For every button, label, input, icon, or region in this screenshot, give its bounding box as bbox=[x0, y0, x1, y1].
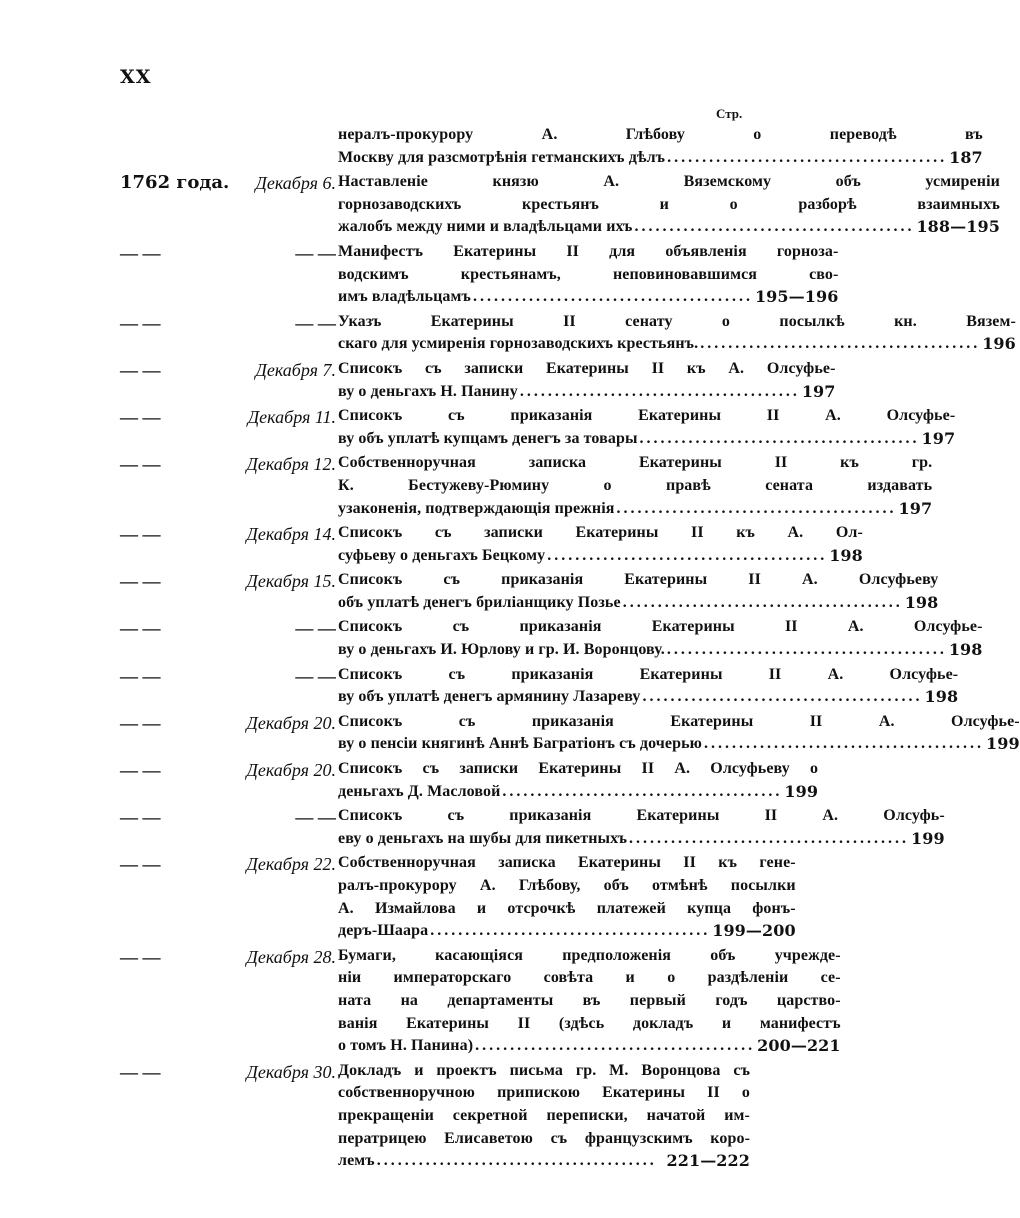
entry-last-line bbox=[338, 545, 863, 568]
entry-text-line: Списокъ съ записки Екатерины II къ А. Ол- bbox=[338, 524, 863, 542]
toc-entry bbox=[120, 171, 1000, 239]
entry-last-line bbox=[338, 686, 958, 709]
leader-dots: ........................................ bbox=[376, 1152, 657, 1170]
entry-text-line: горнозаводскихъ крестьянъ и о разборѣ взаимныхъ bbox=[338, 195, 1000, 213]
entry-date-column bbox=[120, 852, 338, 876]
entry-date-column bbox=[120, 616, 338, 640]
entry-year-ditto: — — bbox=[120, 359, 161, 380]
entry-date-ditto: — — bbox=[295, 312, 336, 333]
entry-date: Декабря 20. bbox=[246, 712, 336, 733]
entry-last-line bbox=[338, 1035, 841, 1058]
entry-last-line bbox=[338, 286, 838, 309]
entry-date-ditto: — — bbox=[295, 807, 336, 828]
entry-last-line bbox=[338, 147, 983, 170]
entry-text-line: Собственноручная записка Екатерины II къ гене- bbox=[338, 854, 796, 872]
entry-date-ditto: — — bbox=[295, 665, 336, 686]
leader-dots: ........................................ bbox=[667, 148, 948, 166]
entry-text-line: скаго для усмиренія горнозаводскихъ крестьянъ. bbox=[338, 335, 699, 353]
page-number: XX bbox=[120, 66, 152, 88]
entry-page-number: 187 bbox=[949, 147, 983, 167]
entry-date-column bbox=[120, 241, 338, 265]
table-of-contents bbox=[120, 124, 1020, 1175]
leader-dots: ........................................ bbox=[629, 829, 910, 847]
entry-description bbox=[338, 452, 932, 520]
entry-text-line: имъ владѣльцамъ bbox=[338, 288, 471, 306]
entry-year-ditto: — — bbox=[120, 571, 161, 592]
entry-text-line: узаконенія, подтверждающія прежнія bbox=[338, 499, 615, 517]
entry-page-number: 221—222 bbox=[666, 1151, 750, 1171]
leader-dots: ........................................ bbox=[472, 288, 753, 306]
entry-text-line: Бумаги, касающіяся предположенія объ учрежде- bbox=[338, 946, 841, 964]
toc-entry bbox=[120, 711, 1020, 756]
entry-year-ditto: — — bbox=[120, 1061, 161, 1082]
entry-text-line: собственноручною припискою Екатерины II о bbox=[338, 1084, 750, 1102]
toc-entry bbox=[120, 452, 933, 520]
entry-last-line bbox=[338, 381, 836, 404]
entry-text-line: ву объ уплатѣ купцамъ денегъ за товары bbox=[338, 429, 638, 447]
entry-page-number: 198 bbox=[904, 592, 939, 612]
entry-date-column bbox=[120, 758, 338, 782]
entry-description bbox=[338, 945, 841, 1058]
entry-year-ditto: — — bbox=[120, 454, 161, 475]
entry-date: Декабря 22. bbox=[246, 854, 336, 875]
entry-date: Декабря 7. bbox=[255, 359, 336, 380]
entry-date-column bbox=[120, 664, 338, 688]
entry-year: 1762 года. bbox=[120, 172, 230, 194]
entry-text-line: Списокъ съ записки Екатерины II къ А. Олсуфье- bbox=[338, 359, 836, 377]
entry-page-number: 199 bbox=[784, 781, 819, 801]
entry-text-line: ніи императорскаго совѣта и о раздѣленіи се- bbox=[338, 969, 841, 987]
entry-text-line: ву объ уплатѣ денегъ армянину Лазареву bbox=[338, 688, 641, 706]
toc-entry bbox=[120, 569, 939, 614]
entry-year-ditto: — — bbox=[120, 524, 161, 545]
entry-date-column bbox=[120, 358, 338, 382]
entry-description bbox=[338, 616, 983, 661]
entry-last-line bbox=[338, 333, 1016, 356]
entry-text-line: Собственноручная записка Екатерины II къ гр. bbox=[338, 454, 933, 472]
toc-entry bbox=[120, 852, 796, 942]
entry-year-ditto: — — bbox=[120, 807, 161, 828]
entry-date-column bbox=[120, 522, 338, 546]
entry-text-line: А. Измайлова и отсрочкѣ платежей купца фонъ- bbox=[338, 899, 796, 917]
entry-text-line: Манифестъ Екатерины II для объявленія горноза- bbox=[338, 242, 839, 260]
leader-dots: ........................................ bbox=[616, 499, 897, 517]
entry-last-line bbox=[338, 828, 945, 851]
entry-text-line: ралъ-прокурору А. Глѣбову, объ отмѣнѣ посылки bbox=[338, 877, 796, 894]
entry-year-ditto: — — bbox=[120, 760, 161, 781]
entry-text-line: нералъ-прокурору А. Глѣбову о переводѣ въ bbox=[338, 126, 983, 143]
leader-dots: ........................................ bbox=[622, 593, 903, 611]
entry-description bbox=[338, 405, 955, 450]
entry-date-column bbox=[120, 171, 338, 195]
entry-text-line: прекращеніи секретной переписки, начатой им- bbox=[338, 1106, 750, 1124]
entry-description bbox=[338, 522, 863, 567]
entry-date: Декабря 20. bbox=[246, 760, 336, 781]
toc-entry bbox=[120, 805, 945, 850]
entry-text-line: ву о деньгахъ И. Юрлову и гр. И. Воронцову. bbox=[338, 641, 665, 659]
entry-text-line: Списокъ съ приказанія Екатерины II А. Олсуфье- bbox=[338, 618, 983, 636]
entry-date: Декабря 28. bbox=[246, 946, 336, 967]
entry-text-line: ванія Екатерины II (здѣсь докладъ и манифестъ bbox=[338, 1014, 841, 1032]
entry-description bbox=[338, 241, 838, 309]
entry-page-number: 195—196 bbox=[754, 287, 839, 307]
entry-description bbox=[338, 1060, 750, 1173]
entry-date: Декабря 30. bbox=[246, 1061, 336, 1082]
entry-text-line: жалобъ между ними и владѣльцами ихъ bbox=[338, 218, 633, 236]
toc-entry bbox=[120, 1060, 750, 1173]
toc-entry bbox=[120, 405, 956, 450]
entry-date: Декабря 14. bbox=[246, 524, 336, 545]
entry-text-line: ната на департаменты въ первый годъ царство- bbox=[338, 991, 841, 1009]
toc-entry bbox=[120, 945, 841, 1058]
entry-date-column bbox=[120, 311, 338, 335]
entry-text-line: Списокъ съ приказанія Екатерины II А. Олсуфье- bbox=[338, 407, 956, 425]
entry-last-line bbox=[338, 733, 1020, 756]
leader-dots: ........................................ bbox=[502, 782, 783, 800]
entry-date: Декабря 12. bbox=[246, 454, 336, 475]
leader-dots: ........................................ bbox=[666, 641, 947, 659]
entry-description bbox=[338, 171, 1000, 239]
entry-text-line: водскимъ крестьянамъ, неповиновавшимся сво- bbox=[338, 265, 839, 283]
entry-date-column bbox=[120, 452, 338, 476]
leader-dots: ........................................ bbox=[519, 382, 800, 400]
leader-dots: ........................................ bbox=[639, 429, 920, 447]
entry-date-ditto: — — bbox=[295, 242, 336, 263]
entry-text-line: деньгахъ Д. Масловой bbox=[338, 782, 501, 800]
entry-year-ditto: — — bbox=[120, 312, 161, 333]
entry-text-line: Наставленіе князю А. Вяземскому объ усмиреніи bbox=[338, 173, 1000, 191]
entry-year-ditto: — — bbox=[120, 712, 161, 733]
entry-text-line: ву о деньгахъ Н. Панину bbox=[338, 382, 518, 400]
entry-text-line: Списокъ съ приказанія Екатерины II А. Олсуфьеву bbox=[338, 571, 939, 589]
toc-entry bbox=[120, 358, 836, 403]
entry-page-number: 198 bbox=[948, 640, 983, 660]
entry-date-column bbox=[120, 805, 338, 829]
entry-date-column bbox=[120, 1060, 338, 1084]
entry-date-ditto: — — bbox=[295, 618, 336, 639]
toc-entry bbox=[120, 616, 983, 661]
leader-dots: ........................................ bbox=[704, 735, 984, 753]
entry-text-line: Списокъ съ записки Екатерины II А. Олсуфьеву о bbox=[338, 760, 819, 778]
entry-page-number: 199—200 bbox=[712, 921, 796, 941]
leader-dots: ........................................ bbox=[430, 922, 711, 940]
entry-year-ditto: — — bbox=[120, 407, 161, 428]
entry-description bbox=[338, 664, 958, 709]
leader-dots: ........................................ bbox=[547, 546, 828, 564]
leader-dots: ........................................ bbox=[642, 688, 923, 706]
entry-page-number: 198 bbox=[924, 687, 959, 707]
toc-entry bbox=[120, 241, 839, 309]
entry-text-line: еву о деньгахъ на шубы для пикетныхъ bbox=[338, 829, 628, 847]
entry-year-ditto: — — bbox=[120, 618, 161, 639]
entry-text-line: ператрицею Елисаветою съ французскимъ коро- bbox=[338, 1129, 750, 1147]
leader-dots: ........................................ bbox=[700, 335, 981, 353]
entry-text-line: лемъ bbox=[338, 1152, 375, 1170]
toc-entry bbox=[120, 758, 819, 803]
entry-year-ditto: — — bbox=[120, 854, 161, 875]
toc-entry bbox=[120, 124, 983, 169]
entry-description bbox=[338, 805, 945, 850]
leader-dots: ........................................ bbox=[634, 218, 915, 236]
entry-date: Декабря 6. bbox=[255, 173, 336, 194]
entry-text-line: Списокъ съ приказанія Екатерины II А. Олсуфь- bbox=[338, 807, 945, 825]
entry-last-line bbox=[338, 216, 1000, 239]
entry-text-line: Москву для разсмотрѣнія гетманскихъ дѣлъ bbox=[338, 148, 666, 166]
entry-text-line: Списокъ съ приказанія Екатерины II А. Олсуфье- bbox=[338, 665, 959, 683]
entry-description bbox=[338, 311, 1016, 356]
entry-page-number: 198 bbox=[829, 545, 863, 565]
entry-description bbox=[338, 124, 983, 169]
entry-page-number: 200—221 bbox=[757, 1036, 841, 1056]
entry-description bbox=[338, 758, 818, 803]
entry-year-ditto: — — bbox=[120, 665, 161, 686]
entry-page-number: 199 bbox=[911, 828, 945, 848]
entry-page-number: 188—195 bbox=[916, 217, 1000, 237]
entry-page-number: 199 bbox=[986, 734, 1020, 754]
entry-description bbox=[338, 358, 836, 403]
entry-date-column bbox=[120, 569, 338, 593]
entry-year-ditto: — — bbox=[120, 946, 161, 967]
toc-entry bbox=[120, 522, 863, 567]
toc-entry bbox=[120, 311, 1016, 356]
entry-date-column bbox=[120, 711, 338, 735]
entry-page-number: 196 bbox=[982, 334, 1016, 354]
entry-description bbox=[338, 852, 796, 942]
entry-text-line: суфьеву о деньгахъ Бецкому bbox=[338, 546, 546, 564]
entry-last-line bbox=[338, 781, 818, 804]
entry-last-line bbox=[338, 920, 796, 943]
page-column-label: Стр. bbox=[716, 106, 743, 121]
entry-text-line: деръ-Шаара bbox=[338, 922, 429, 940]
entry-text-line: Докладъ и проектъ письма гр. М. Воронцова съ bbox=[338, 1061, 750, 1079]
entry-last-line bbox=[338, 498, 932, 521]
entry-date: Декабря 11. bbox=[247, 407, 336, 428]
entry-year-ditto: — — bbox=[120, 242, 161, 263]
toc-entry bbox=[120, 664, 959, 709]
leader-dots: ........................................ bbox=[475, 1037, 756, 1055]
entry-text-line: объ уплатѣ денегъ бриліанщику Позье bbox=[338, 593, 621, 611]
entry-text-line: ву о пенсіи княгинѣ Аннѣ Багратіонъ съ дочерью bbox=[338, 735, 702, 753]
entry-description bbox=[338, 711, 1020, 756]
entry-last-line bbox=[338, 639, 983, 662]
entry-last-line bbox=[338, 592, 938, 615]
entry-last-line bbox=[338, 1150, 750, 1173]
entry-text-line: Указъ Екатерины II сенату о посылкѣ кн. Вязем- bbox=[338, 312, 1016, 330]
entry-page-number: 197 bbox=[921, 428, 956, 448]
entry-date: Декабря 15. bbox=[246, 571, 336, 592]
entry-page-number: 197 bbox=[898, 498, 933, 518]
entry-date-column bbox=[120, 405, 338, 429]
entry-date-column bbox=[120, 124, 338, 148]
entry-page-number: 197 bbox=[801, 381, 836, 401]
entry-text-line: К. Бестужеву-Рюмину о правѣ сената издавать bbox=[338, 476, 933, 494]
entry-description bbox=[338, 569, 938, 614]
entry-text-line: Списокъ съ приказанія Екатерины II А. Олсуфье- bbox=[338, 712, 1020, 730]
entry-last-line bbox=[338, 428, 955, 451]
entry-date-column bbox=[120, 945, 338, 969]
entry-text-line: о томъ Н. Панина) bbox=[338, 1037, 474, 1055]
